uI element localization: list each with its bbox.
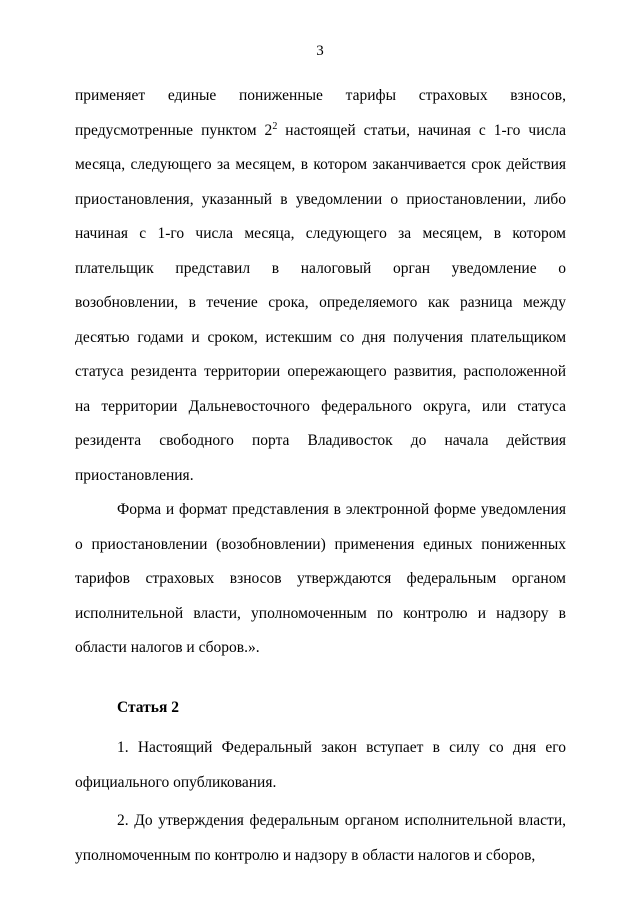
paragraph-entry-into-force: 1. Настоящий Федеральный закон вступает в силу со дня его официального опубликования. <box>75 739 566 791</box>
page-number: 3 <box>316 43 324 59</box>
paragraph-transitional: 2. До утверждения федеральным органом исполнительной власти, уполномоченным по контролю и надзору в области налогов и сборов, <box>75 812 566 864</box>
paragraph-text: применяет единые пониженные тарифы страховых взносов, предусмотренные пунктом 2 <box>75 87 566 139</box>
paragraph-continuation <box>75 79 566 493</box>
paragraph-text-tail: настоящей статьи, начиная с 1-го числа месяца, следующего за месяцем, в котором заканчивается срок действия приостановления, указанный в уведомлении о приостановлении, либо начиная с 1-го числа месяца, следующего за месяцем, в котором плательщик представил в налоговый орган уведомление о возобновлении, в течение срока, определяемого как разница между десятью годами и сроком, истекшим со дня получения плательщиком статуса резидента территории опережающего развития, расположенной на территории Дальневосточного федерального округа, или статуса резидента свободного порта Владивосток до начала действия приостановления. <box>75 121 566 484</box>
article-heading: Статья 2 <box>117 698 179 716</box>
paragraph-form-format: Форма и формат представления в электронной форме уведомления о приостановлении (возобновлении) применения единых пониженных тарифов страховых взносов утверждаются федеральным органом исполнительной власти, уполномоченным по контролю и надзору в области налогов и сборов.». <box>75 501 566 656</box>
superscript: 2 <box>272 120 278 132</box>
document-body <box>75 79 566 873</box>
